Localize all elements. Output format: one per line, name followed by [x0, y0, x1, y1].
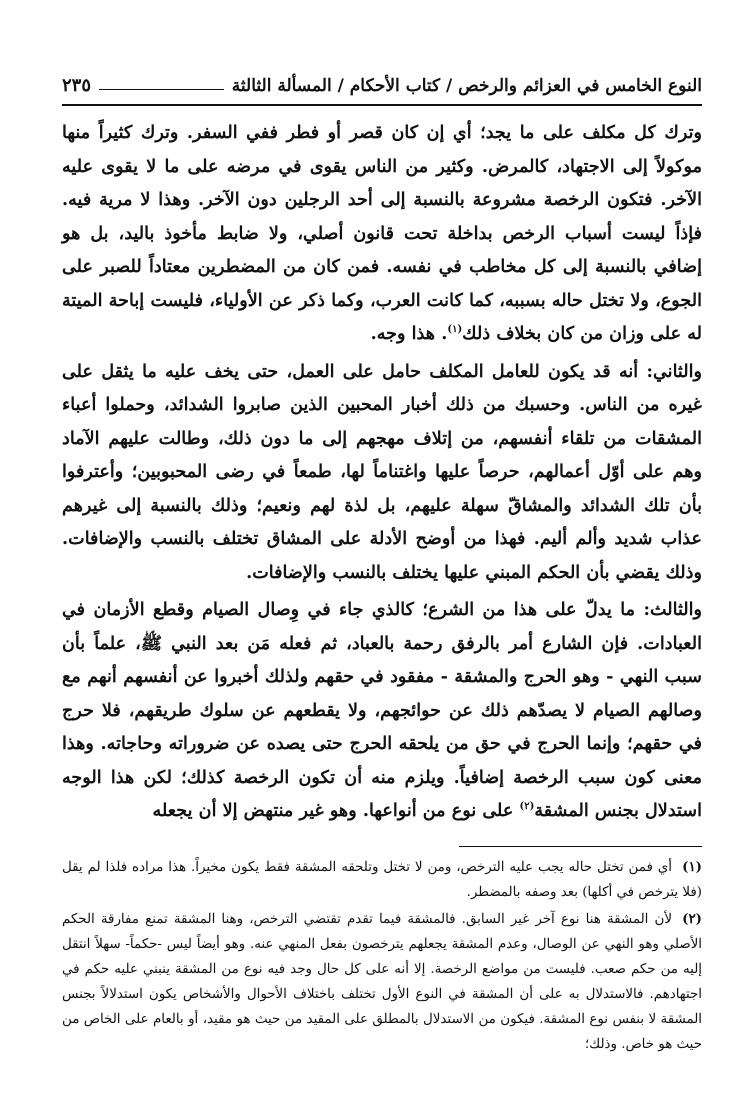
footnote-divider [459, 846, 702, 847]
paragraph-text: أنه قد يكون للعامل المكلف حامل على العمل، حتى يخف عليه ما يثقل على غيره من الناس. وحسبك من ذلك أخبار المحبين الذين صابروا الشدائد، وحملوا أعباء المشقات من تلقاء أنفسهم، من إتلاف مهجهم إلى ما دون ذلك، وطالت عليهم الآماد وهم على أوّل أعمالهم، حرصاً عليها واغتناماً لها، طمعاً في رضى المحبوبين؛ وأعترفوا بأن تلك الشدائد والمشاقّ سهلة عليهم، بل لذة لهم ونعيم؛ وذلك بالنسبة إلى غيرهم عذاب شديد وألم أليم. فهذا من أوضح الأدلة على المشاق تختلف بالنسب والإضافات. وذلك يقضي بأن الحكم المبني عليها يختلف بالنسب والإضافات. [62, 360, 702, 583]
footnote-2 [62, 907, 702, 1057]
footnote-ref-2[interactable]: (٢) [519, 801, 535, 813]
page-number: ٢٣٥ [62, 75, 92, 96]
paragraph-lead: والثاني: [646, 360, 702, 382]
footnote-text: أي فمن تختل حاله يجب عليه الترخص، ومن لا تختل وتلحقه المشقة فقط يكون مخيراً. هذا مراده فلذا لم يقل (فلا يترخص في أكلها) بعد وصفه بالمضطر. [62, 859, 702, 900]
footnote-1 [62, 855, 702, 905]
header-title: النوع الخامس في العزائم والرخص / كتاب الأحكام / المسألة الثالثة [231, 76, 702, 96]
footnotes [62, 855, 702, 1057]
paragraph-tail: على نوع من أنواعها. وهو غير منتهض إلا أن يجعله [152, 800, 520, 821]
header-rule [99, 89, 224, 90]
book-page [62, 70, 702, 1070]
paragraph-lead: والثالث: [643, 599, 702, 620]
paragraph-2 [62, 355, 702, 590]
paragraph-text: ما يدلّ على هذا من الشرع؛ كالذي جاء في وِصال الصيام وقطع الأزمان في العبادات. فإن الشارع أمر بالرفق رحمة بالعباد، ثم فعله مَن بعد النبي ﷺ، علماً بأن سبب النهي - وهو الحرج والمشقة - مفقود في حقهم ولذلك أخبروا عن أنفسهم أنهم مع وصالهم الصيام لا يصدّهم ذلك عن حوائجهم، ولا يقطعهم عن سلوك طريقهم، فلا حرج في حقهم؛ وإنما الحرج في حق من يلحقه الحرج حتى يصده عن ضروراته وحاجاته. وهذا معنى كون سبب الرخصة إضافياً. ويلزم منه أن تكون الرخصة كذلك؛ لكن هذا الوجه استدلال بجنس المشقة [62, 599, 702, 821]
footnote-text: لأن المشقة هنا نوع آخر غير السابق. فالمشقة فيما تقدم تقتضي الترخص، وهنا المشقة تمنع مفارقة الحكم الأصلي وهو النهي عن الوصال، وعدم المشقة يجعلهم يترخصون بفعل المنهي عنه. وهو أيضاً ليس -حكماً- سهلاً انتقل إليه من حكم صعب. فليست من مواضع الرخصة. إلا أنه على كل حال وجد فيه نوع من المشقة ينبني عليه حكم في اجتهادهم. فالاستدلال به على أن المشقة في النوع الأول تختلف باختلاف الأحوال والأشخاص يكون استدلالاً بجنس المشقة لا بنفس نوع المشقة. فيكون من الاستدلال بالمطلق على المقيد من حيث هو مقيد، أو بالعام على الخاص من حيث هو خاص. وذلك؛ [62, 911, 702, 1052]
paragraph-3 [62, 593, 702, 828]
paragraph-1 [62, 116, 702, 351]
footnote-ref-1[interactable]: (١) [447, 324, 463, 336]
footnote-number: (٢) [682, 910, 702, 927]
paragraph-text: وترك كل مكلف على ما يجد؛ أي إن كان قصر أو فطر ففي السفر. وترك كثيراً منها موكولاً إلى الاجتهاد، كالمرض. وكثير من الناس يقوى في مرضه على ما لا يقوى عليه الآخر. فتكون الرخصة مشروعة بالنسبة إلى أحد الرجلين دون الآخر. وهذا لا مرية فيه. فإذاً ليست أسباب الرخص بداخلة تحت قانون أصلي، ولا ضابط مأخوذ باليد، بل هو إضافي بالنسبة إلى كل مخاطب في نفسه. فمن كان من المضطرين معتاداً للصبر على الجوع، ولا تختل حاله بسببه، كما كانت العرب، وكما ذكر عن الأولياء، فليست إباحة الميتة له على وزان من كان بخلاف ذلك [62, 122, 702, 344]
footnote-number: (١) [682, 858, 702, 875]
main-text [62, 116, 702, 828]
running-header [62, 70, 702, 106]
paragraph-tail: . هذا وجه. [370, 323, 448, 344]
